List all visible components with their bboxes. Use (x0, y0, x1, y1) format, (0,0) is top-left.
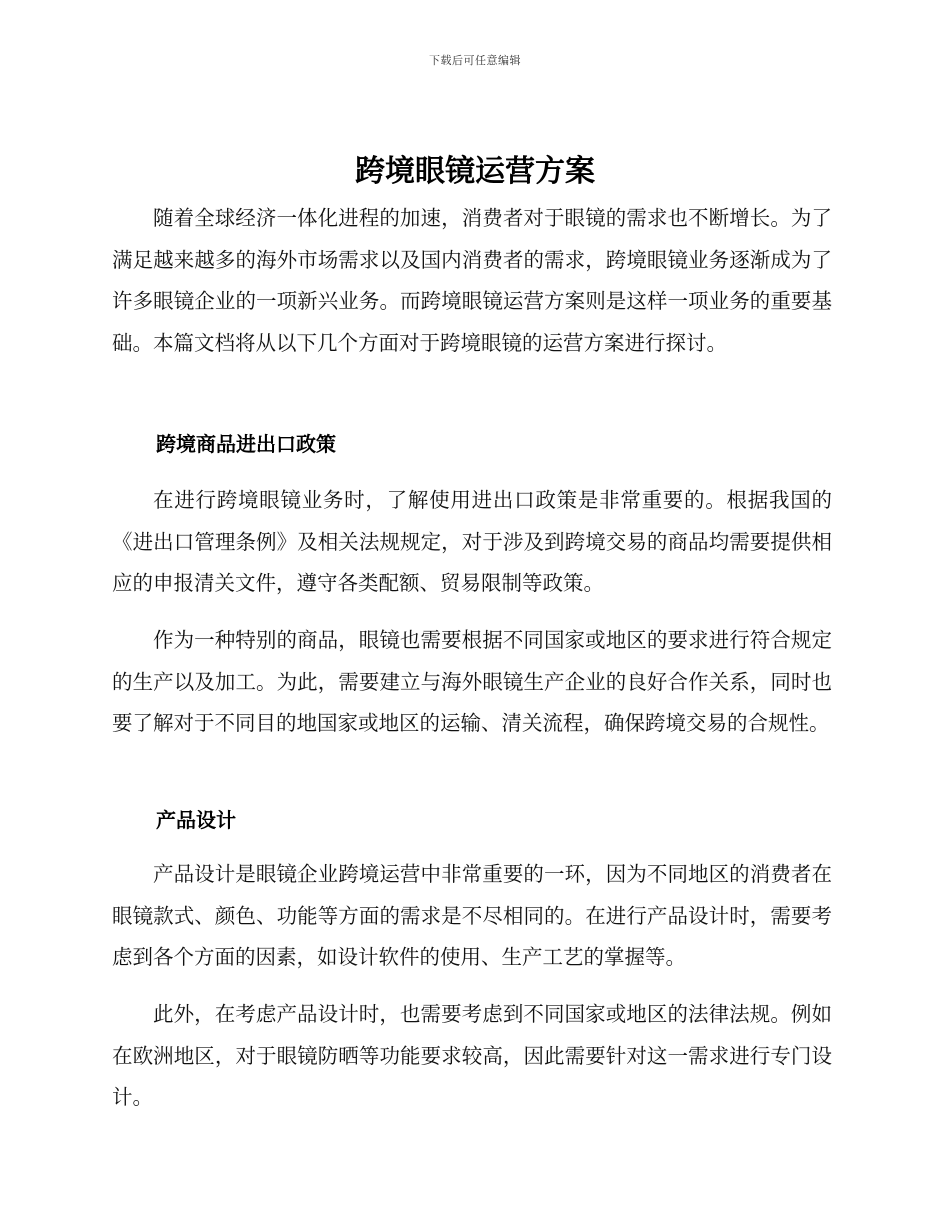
intro-paragraph: 随着全球经济一体化进程的加速，消费者对于眼镜的需求也不断增长。为了满足越来越多的海外市场需求以及国内消费者的需求，跨境眼镜业务逐渐成为了许多眼镜企业的一项新兴业务。而跨境眼镜运营方案则是这样一项业务的重要基础。本篇文档将从以下几个方面对于跨境眼镜的运营方案进行探讨。 (112, 206, 832, 355)
policy-paragraph-2: 作为一种特别的商品，眼镜也需要根据不同国家或地区的要求进行符合规定的生产以及加工。为此，需要建立与海外眼镜生产企业的良好合作关系，同时也要了解对于不同目的地国家或地区的运输、清关流程，确保跨境交易的合规性。 (112, 628, 832, 735)
policy-paragraph-1: 在进行跨境眼镜业务时，了解使用进出口政策是非常重要的。根据我国的《进出口管理条例》及相关法规规定，对于涉及到跨境交易的商品均需要提供相应的申报清关文件，遵守各类配额、贸易限制等政策。 (112, 488, 832, 595)
design-paragraph-1: 产品设计是眼镜企业跨境运营中非常重要的一环，因为不同地区的消费者在眼镜款式、颜色、功能等方面的需求是不尽相同的。在进行产品设计时，需要考虑到各个方面的因素，如设计软件的使用、生产工艺的掌握等。 (112, 862, 832, 969)
design-paragraph-2: 此外，在考虑产品设计时，也需要考虑到不同国家或地区的法律法规。例如在欧洲地区，对于眼镜防晒等功能要求较高，因此需要针对这一需求进行专门设计。 (112, 1002, 832, 1109)
header-note: 下载后可任意编辑 (429, 54, 521, 67)
section-heading-product-design: 产品设计 (156, 808, 236, 832)
section-heading-import-export-policy: 跨境商品进出口政策 (156, 432, 336, 456)
document-title: 跨境眼镜运营方案 (355, 154, 595, 189)
